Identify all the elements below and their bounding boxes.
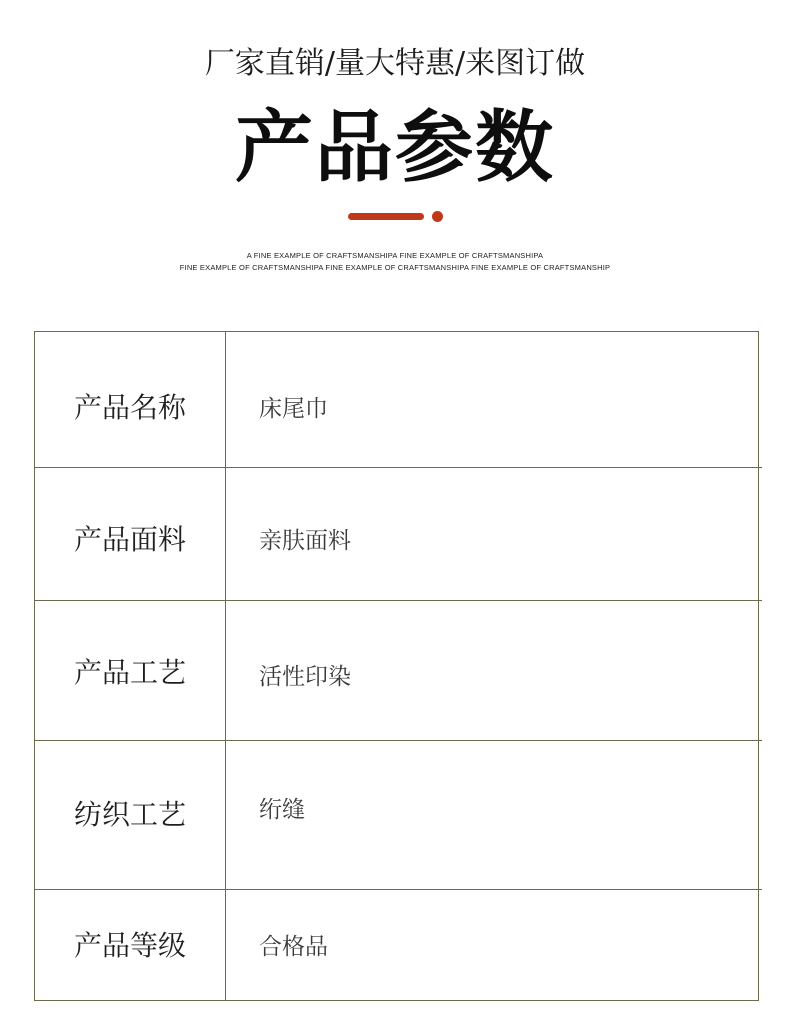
title-underline-dot — [432, 211, 443, 222]
param-label: 产品工艺 — [73, 656, 186, 689]
param-value: 绗缝 — [259, 797, 305, 823]
tagline: 厂家直销/量大特惠/来图订做 — [204, 46, 586, 81]
params-table — [34, 331, 759, 1001]
param-label: 产品等级 — [73, 929, 186, 962]
param-value: 活性印染 — [259, 664, 351, 690]
subtitle-line-1: A FINE EXAMPLE OF CRAFTSMANSHIPA FINE EXAMPLE OF CRAFTSMANSHIPA — [246, 251, 544, 260]
param-value: 亲肤面料 — [259, 528, 351, 554]
table-row — [35, 332, 762, 467]
table-row — [35, 468, 762, 601]
title-underline-bar — [348, 213, 424, 220]
page-title: 产品参数 — [234, 103, 555, 193]
param-label: 产品名称 — [73, 391, 186, 424]
param-label: 产品面料 — [73, 523, 186, 556]
param-value: 合格品 — [259, 934, 328, 960]
subtitle-line-2: FINE EXAMPLE OF CRAFTSMANSHIPA FINE EXAMPLE OF CRAFTSMANSHIPA FINE EXAMPLE OF CRAFTSMANSHIP — [179, 263, 611, 272]
table-row — [35, 601, 762, 741]
param-value: 床尾巾 — [259, 396, 328, 422]
param-label: 纺织工艺 — [73, 798, 186, 831]
table-row — [35, 741, 762, 890]
table-row — [35, 890, 762, 1000]
